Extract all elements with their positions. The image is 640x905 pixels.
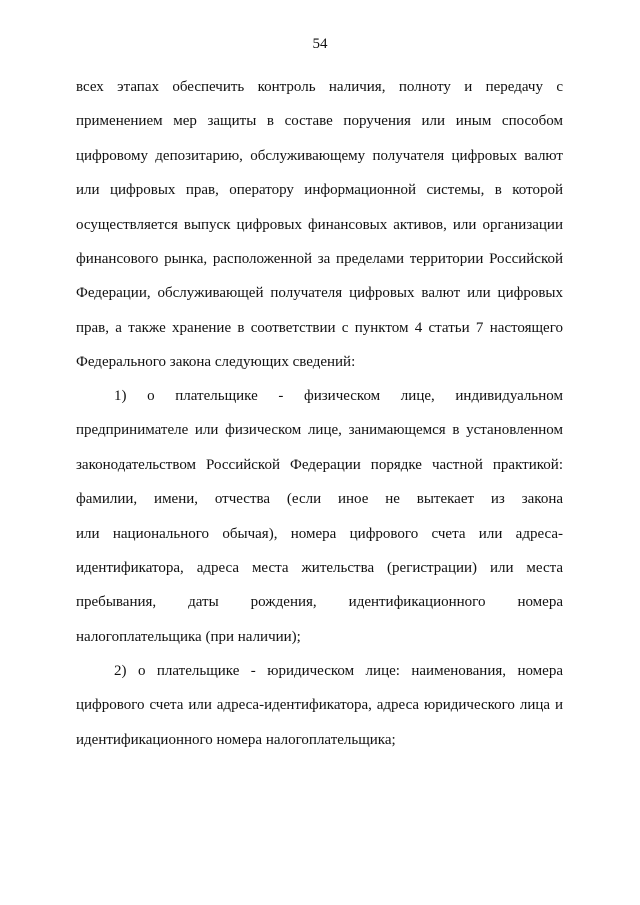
text-line: прав, а также хранение в соответствии с пунктом 4 статьи 7 настоящего [76,319,563,336]
text-line: цифровому депозитарию, обслуживающему получателя цифровых валют [76,147,563,164]
text-line: предпринимателе или физическом лице, занимающемся в установленном [76,422,563,439]
text-line: применением мер защиты в составе поручения или иным способом [76,113,563,130]
text-line: или национального обычая), номера цифрового счета или адреса- [76,525,563,542]
page-number: 54 [312,36,328,52]
text-line: законодательством Российской Федерации порядке частной практикой: [76,456,563,473]
list-item-2-legal-entity-payer [76,654,563,757]
text-line: всех этапах обеспечить контроль наличия, полноту и передачу с [76,79,563,95]
text-line: пребывания, даты рождения, идентификационного номера [76,594,563,611]
text-line: Федерального закона следующих сведений: [76,354,356,371]
text-line: осуществляется выпуск цифровых финансовых активов, или организации [76,216,563,233]
paragraph-continuation [76,70,563,380]
text-line: 1) о плательщике - физическом лице, индивидуальном [114,388,563,404]
text-line: идентификационного номера налогоплательщика; [76,731,396,748]
text-line: финансового рынка, расположенной за пределами территории Российской [76,250,563,267]
text-line: 2) о плательщике - юридическом лице: наименования, номера [114,663,563,679]
text-line: фамилии, имени, отчества (если иное не вытекает из закона [76,491,563,508]
list-item-1-individual-payer [76,379,563,654]
text-line: Федерации, обслуживающей получателя цифровых валют или цифровых [76,285,563,302]
text-line: цифрового счета или адреса-идентификатора, адреса юридического лица и [76,697,563,714]
text-line: налогоплательщика (при наличии); [76,628,301,645]
text-line: идентификатора, адреса места жительства (регистрации) или места [76,559,563,576]
text-line: или цифровых прав, оператору информационной системы, в которой [76,182,563,199]
